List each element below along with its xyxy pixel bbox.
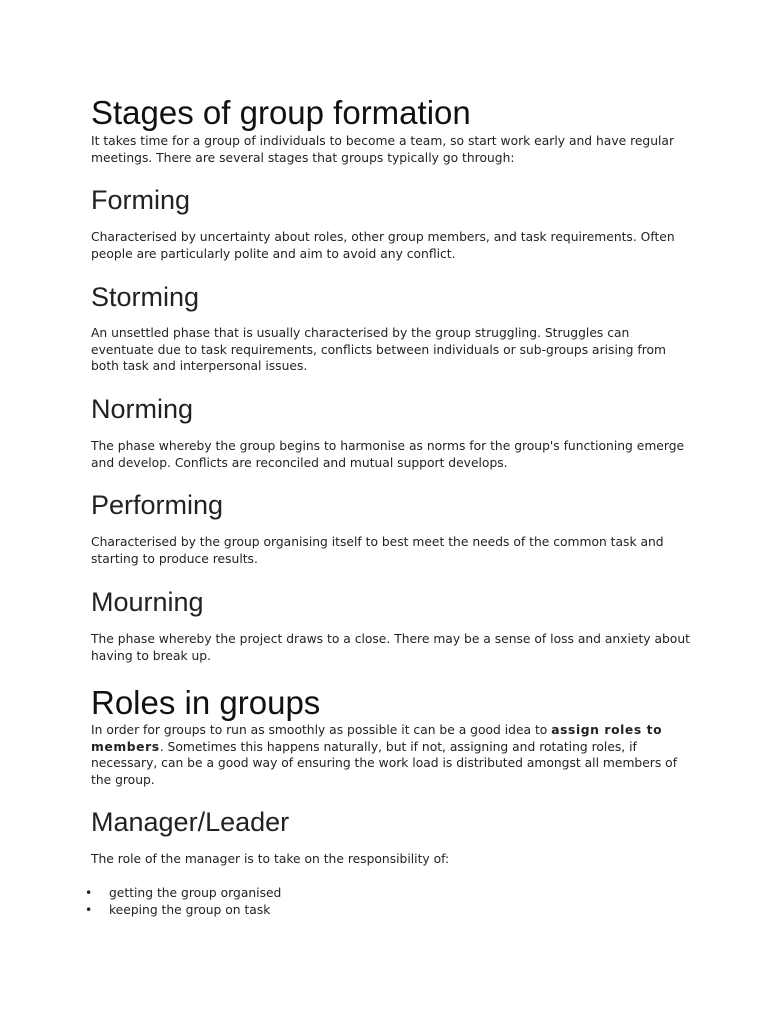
heading-manager-leader: Manager/Leader bbox=[91, 807, 290, 837]
section-title-roles: Roles in groups bbox=[91, 684, 321, 721]
mourning-text: The phase whereby the project draws to a close. There may be a sense of loss and anxiety about having to break up. bbox=[91, 632, 690, 663]
heading-mourning: Mourning bbox=[91, 587, 204, 617]
heading-storming: Storming bbox=[91, 282, 200, 312]
roles-intro bbox=[91, 722, 691, 788]
bullet-icon: • bbox=[85, 902, 93, 917]
manager-responsibilities-list bbox=[85, 885, 281, 918]
heading-norming: Norming bbox=[91, 394, 194, 424]
roles-intro-start: In order for groups to run as smoothly as possible it can be a good idea to bbox=[91, 723, 552, 737]
storming-text: An unsettled phase that is usually characterised by the group struggling. Struggles can eventuate due to task requirements, conflicts between individuals or sub-groups arising from both task and interpersonal issues. bbox=[91, 326, 666, 373]
section-title-stages: Stages of group formation bbox=[91, 94, 471, 131]
roles-intro-emphasis: assign roles to members bbox=[91, 723, 663, 754]
roles-intro-end: . Sometimes this happens naturally, but if not, assigning and rotating roles, if necessary, can be a good way of ensuring the work load is distributed amongst all members of the group. bbox=[91, 739, 678, 787]
bullet-icon: • bbox=[85, 886, 93, 900]
forming-text: Characterised by uncertainty about roles, other group members, and task requirements. Often people are particularly polite and aim to avoid any conflict. bbox=[91, 230, 675, 261]
stages-intro: It takes time for a group of individuals to become a team, so start work early and have regular meetings. There are several stages that groups typically go through: bbox=[91, 134, 675, 165]
list-item bbox=[85, 885, 281, 902]
heading-performing: Performing bbox=[91, 490, 224, 520]
list-item-text: getting the group organised bbox=[109, 886, 282, 900]
norming-text: The phase whereby the group begins to harmonise as norms for the group's functioning emerge and develop. Conflicts are reconciled and mutual support develops. bbox=[91, 439, 685, 470]
list-item-text: keeping the group on task bbox=[109, 902, 271, 917]
heading-forming: Forming bbox=[91, 185, 191, 215]
performing-text: Characterised by the group organising itself to best meet the needs of the common task and starting to produce results. bbox=[91, 535, 664, 566]
list-item bbox=[85, 902, 281, 919]
manager-text: The role of the manager is to take on the responsibility of: bbox=[91, 852, 450, 866]
